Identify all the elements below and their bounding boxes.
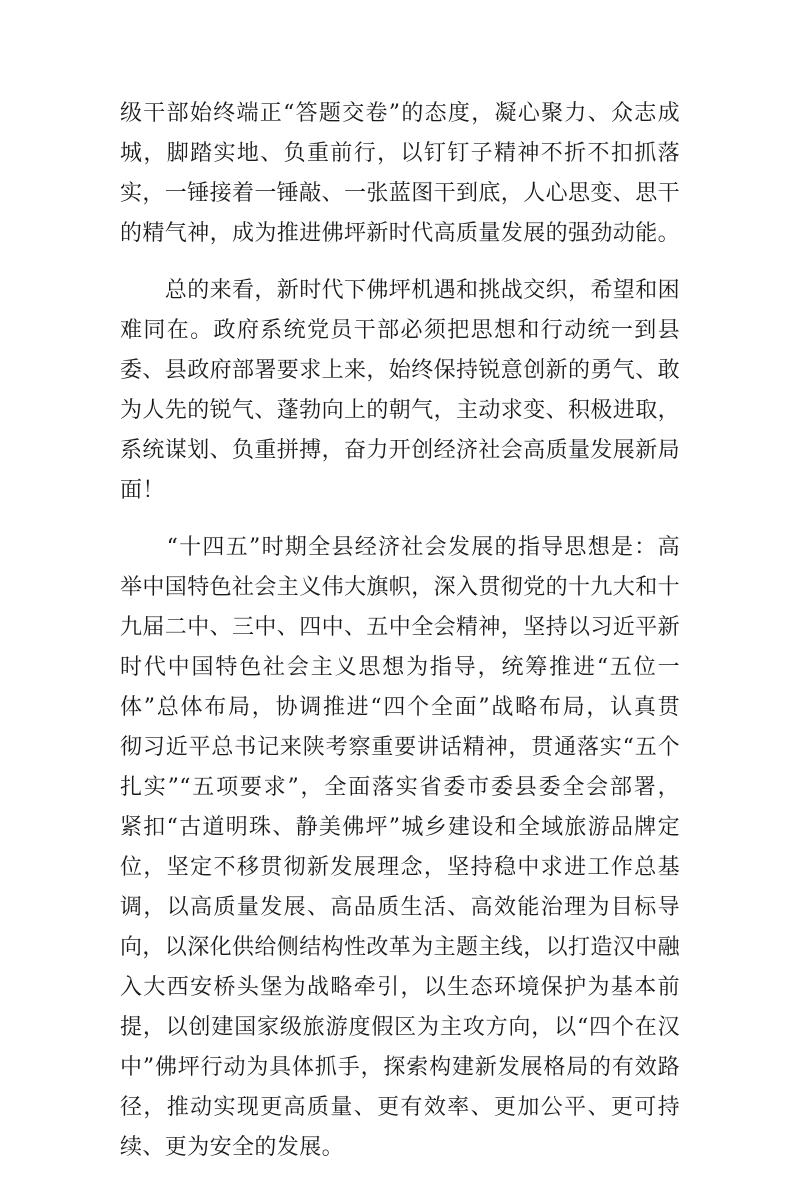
- text-line: 位，坚定不移贯彻新发展理念，坚持稳中求进工作总基: [120, 855, 680, 880]
- text-line: 难同在。政府系统党员干部必须把思想和行动统一到县: [120, 318, 680, 343]
- text-line: 的精气神，成为推进佛坪新时代高质量发展的强劲动能。: [120, 221, 681, 246]
- text-line: 提，以创建国家级旅游度假区为主攻方向，以“四个在汉: [120, 1015, 680, 1040]
- text-line: 实，一锤接着一锤敲、一张蓝图干到底，人心思变、思干: [120, 181, 681, 206]
- text-line: 级干部始终端正“答题交卷”的态度，凝心聚力、众志成: [120, 101, 680, 126]
- text-line: 彻习近平总书记来陕考察重要讲话精神，贯通落实“五个: [120, 735, 680, 760]
- text-line: 续、更为安全的发展。: [120, 1135, 345, 1160]
- text-line: 总的来看，新时代下佛坪机遇和挑战交织，希望和困: [120, 278, 681, 303]
- paragraph-3: [120, 528, 680, 1168]
- paragraph-2: [120, 271, 680, 511]
- paragraph-1: [120, 94, 680, 254]
- text-line: 举中国特色社会主义伟大旗帜，深入贯彻党的十九大和十: [120, 575, 681, 600]
- text-line: 城，脚踏实地、负重前行，以钉钉子精神不折不扣抓落: [120, 141, 680, 166]
- text-line: 体”总体布局，协调推进“四个全面”战略布局，认真贯: [120, 695, 680, 720]
- text-line: 入大西安桥头堡为战略牵引，以生态环境保护为基本前: [120, 975, 680, 1000]
- text-line: 九届二中、三中、四中、五中全会精神，坚持以习近平新: [120, 615, 681, 640]
- text-line: 为人先的锐气、蓬勃向上的朝气，主动求变、积极进取，: [120, 398, 681, 423]
- text-line: 向，以深化供给侧结构性改革为主题主线，以打造汉中融: [120, 935, 681, 960]
- text-line: 中”佛坪行动为具体抓手，探索构建新发展格局的有效路: [120, 1055, 680, 1080]
- text-line: 紧扣“古道明珠、静美佛坪”城乡建设和全域旅游品牌定: [120, 815, 680, 840]
- text-line: 调，以高质量发展、高品质生活、高效能治理为目标导: [120, 895, 680, 920]
- document-body: [120, 94, 680, 1185]
- text-line: 径，推动实现更高质量、更有效率、更加公平、更可持: [120, 1095, 680, 1120]
- text-line: 时代中国特色社会主义思想为指导，统筹推进“五位一: [120, 655, 680, 680]
- text-line: “十四五”时期全县经济社会发展的指导思想是：高: [120, 535, 680, 560]
- text-line: 系统谋划、负重拼搏，奋力开创经济社会高质量发展新局: [120, 438, 681, 463]
- text-line: 面！: [120, 478, 165, 503]
- text-line: 委、县政府部署要求上来，始终保持锐意创新的勇气、敢: [120, 358, 681, 383]
- text-line: 扎实”“五项要求”，全面落实省委市委县委全会部署，: [120, 775, 680, 800]
